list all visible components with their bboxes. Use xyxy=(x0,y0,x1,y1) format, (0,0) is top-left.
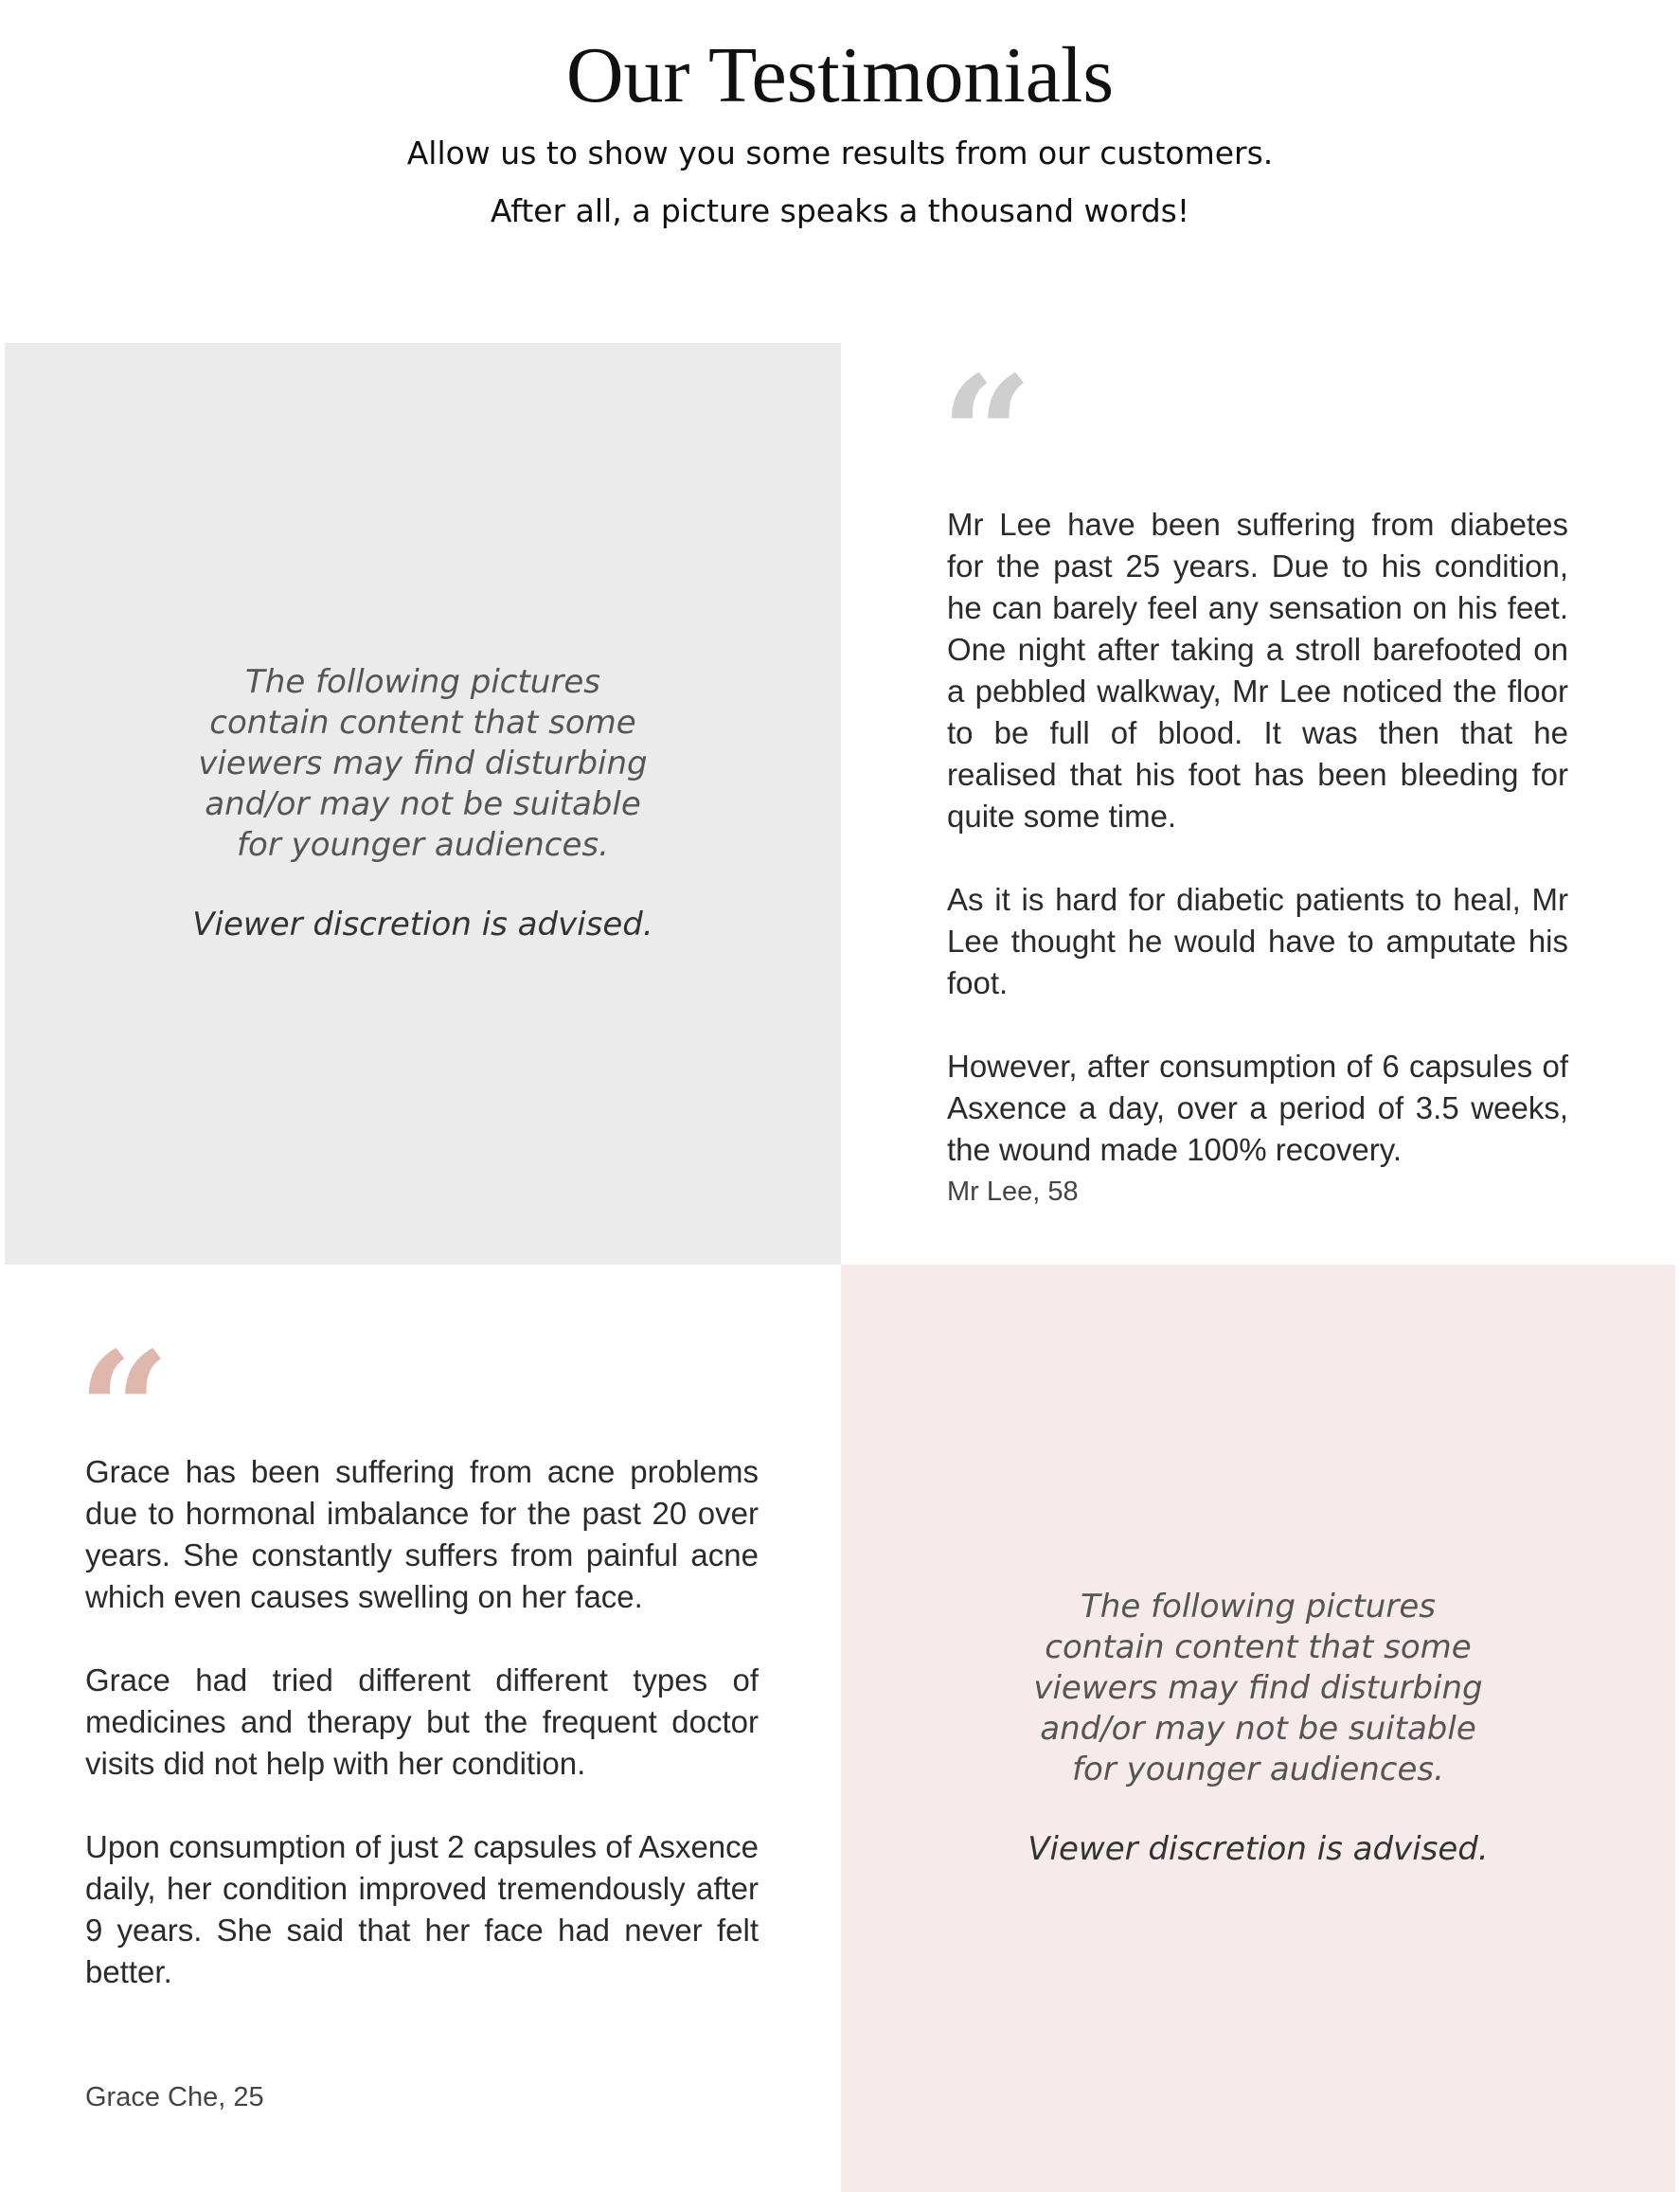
warning-line: viewers may find disturbing xyxy=(198,745,648,782)
testimonial-paragraph: Upon consumption of just 2 capsules of Asxence daily, her condition improved tremendously after 9 years. She said that her face had never felt better. xyxy=(85,1829,759,1989)
content-warning-panel-pink xyxy=(841,1265,1675,2192)
page-title: Our Testimonials xyxy=(565,31,1115,119)
left-double-quote-icon: “ xyxy=(78,1317,170,1506)
testimonial-paragraph: As it is hard for diabetic patients to heal, Mr Lee thought he would have to amputate his foot. xyxy=(947,882,1568,1000)
left-double-quote-icon: “ xyxy=(940,341,1033,530)
warning-line: viewers may find disturbing xyxy=(1033,1669,1483,1707)
content-warning-text xyxy=(5,662,841,866)
viewer-discretion-text: Viewer discretion is advised. xyxy=(1028,1830,1489,1868)
page-subtitle-line-2: After all, a picture speaks a thousand words! xyxy=(490,192,1190,229)
testimonial-signature: Grace Che, 25 xyxy=(85,2082,264,2112)
content-warning-panel-gray xyxy=(5,343,841,1265)
warning-line: The following pictures xyxy=(1081,1588,1436,1626)
testimonial-paragraph: Mr Lee have been suffering from diabetes for the past 25 years. Due to his condition, he can barely feel any sensation on his feet. One night after taking a stroll barefooted on a pebbled walkway, Mr Lee noticed the floor to be full of blood. It was then that he realised that his foot has been bleeding for quite some time. xyxy=(947,507,1568,834)
warning-line: The following pictures xyxy=(245,663,600,701)
warning-line: and/or may not be suitable xyxy=(1040,1710,1476,1748)
content-warning-text xyxy=(841,1587,1675,1790)
warning-line: and/or may not be suitable xyxy=(205,785,641,823)
warning-line: contain content that some xyxy=(1045,1628,1472,1666)
viewer-discretion-text: Viewer discretion is advised. xyxy=(192,906,653,943)
page-subtitle-line-1: Allow us to show you some results from our customers. xyxy=(406,135,1274,171)
testimonial-grace xyxy=(85,1451,759,1993)
warning-line: for younger audiences. xyxy=(1072,1751,1444,1788)
testimonial-signature: Mr Lee, 58 xyxy=(947,1177,1079,1207)
warning-line: for younger audiences. xyxy=(237,826,609,864)
warning-line: contain content that some xyxy=(209,704,636,742)
testimonial-mr-lee xyxy=(947,504,1568,1171)
testimonial-paragraph: Grace has been suffering from acne problems due to hormonal imbalance for the past 20 over years. She constantly suffers from painful acne which even causes swelling on her face. xyxy=(85,1454,759,1614)
testimonial-paragraph: Grace had tried different different types of medicines and therapy but the frequent doctor visits did not help with her condition. xyxy=(85,1662,759,1781)
testimonial-paragraph: However, after consumption of 6 capsules of Asxence a day, over a period of 3.5 weeks, the wound made 100% recovery. xyxy=(947,1049,1568,1167)
page-header xyxy=(0,0,1680,341)
